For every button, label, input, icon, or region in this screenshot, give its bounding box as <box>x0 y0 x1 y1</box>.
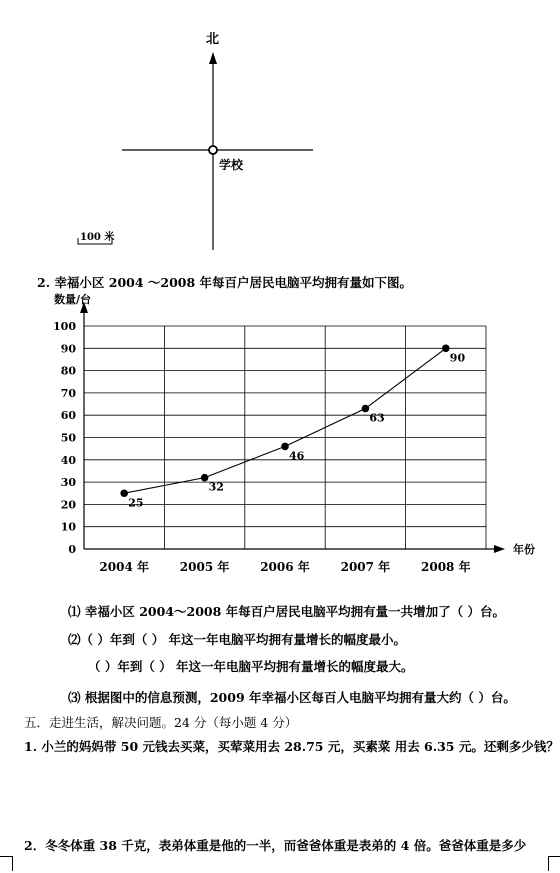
problem2-heading: 2. 幸福小区 2004 ～2008 年每百户居民电脑平均拥有量如下图。 <box>37 275 413 290</box>
question-2b: （ ）年到（ ） 年这一年电脑平均拥有量增长的幅度最大。 <box>88 659 414 674</box>
section5-title: 五．走进生活，解决问题。24 分（每小题 4 分） <box>24 715 298 730</box>
data-point <box>201 474 209 482</box>
y-axis-label: 数量/台 <box>54 293 92 306</box>
x-tick-label: 2005 年 <box>179 560 230 574</box>
north-arrow-icon <box>209 52 217 64</box>
direction-diagram <box>0 0 560 260</box>
data-label: 32 <box>208 480 224 494</box>
y-tick-label: 10 <box>60 520 76 534</box>
x-tick-label: 2007 年 <box>340 560 391 574</box>
data-label: 63 <box>369 411 385 425</box>
data-label: 25 <box>128 496 144 510</box>
data-point <box>281 443 289 451</box>
question-3: ⑶ 根据图中的信息预测，2009 年幸福小区每百人电脑平均拥有量大约（ ）台。 <box>68 690 516 705</box>
page-corner-mark-left <box>0 856 13 871</box>
y-tick-label: 50 <box>60 431 76 445</box>
y-tick-label: 60 <box>60 409 76 423</box>
data-label: 90 <box>449 351 466 365</box>
y-tick-label: 30 <box>60 476 76 490</box>
y-tick-label: 0 <box>68 543 76 556</box>
y-tick-label: 80 <box>60 364 76 378</box>
line-chart <box>0 286 560 586</box>
question-2a: ⑵（ ）年到（ ） 年这一年电脑平均拥有量增长的幅度最小。 <box>68 632 407 647</box>
x-tick-label: 2004 年 <box>99 560 149 574</box>
y-tick-label: 100 <box>53 320 76 333</box>
data-label: 46 <box>289 449 305 463</box>
question-1: ⑴ 幸福小区 2004～2008 年每百户居民电脑平均拥有量一共增加了（ ）台。 <box>68 604 505 619</box>
y-tick-label: 70 <box>60 386 76 400</box>
y-tick-label: 20 <box>60 498 76 512</box>
data-point <box>442 345 450 353</box>
x-axis-arrow-icon <box>494 545 505 553</box>
x-tick-label: 2006 年 <box>260 560 310 574</box>
data-point <box>120 489 128 497</box>
school-marker <box>209 146 217 154</box>
x-axis-label: 年份 <box>513 543 535 556</box>
data-point <box>362 405 370 413</box>
school-label: 学校 <box>219 158 244 172</box>
section5-problem-1: 1. 小兰的妈妈带 50 元钱去买菜，买荤菜用去 28.75 元，买素菜 用去 6.35 元。还剩多少钱？ <box>24 739 559 754</box>
series-line <box>124 348 446 493</box>
y-tick-label: 90 <box>60 342 76 356</box>
scale-label: 100 米 <box>80 232 115 243</box>
page-corner-mark-right <box>548 856 560 871</box>
north-label: 北 <box>206 32 220 47</box>
y-tick-label: 40 <box>60 453 76 467</box>
x-tick-label: 2008 年 <box>421 560 471 574</box>
section5-problem-2: 2．冬冬体重 38 千克，表弟体重是他的一半，而爸爸体重是表弟的 4 倍。爸爸体重是多少 <box>24 838 527 853</box>
